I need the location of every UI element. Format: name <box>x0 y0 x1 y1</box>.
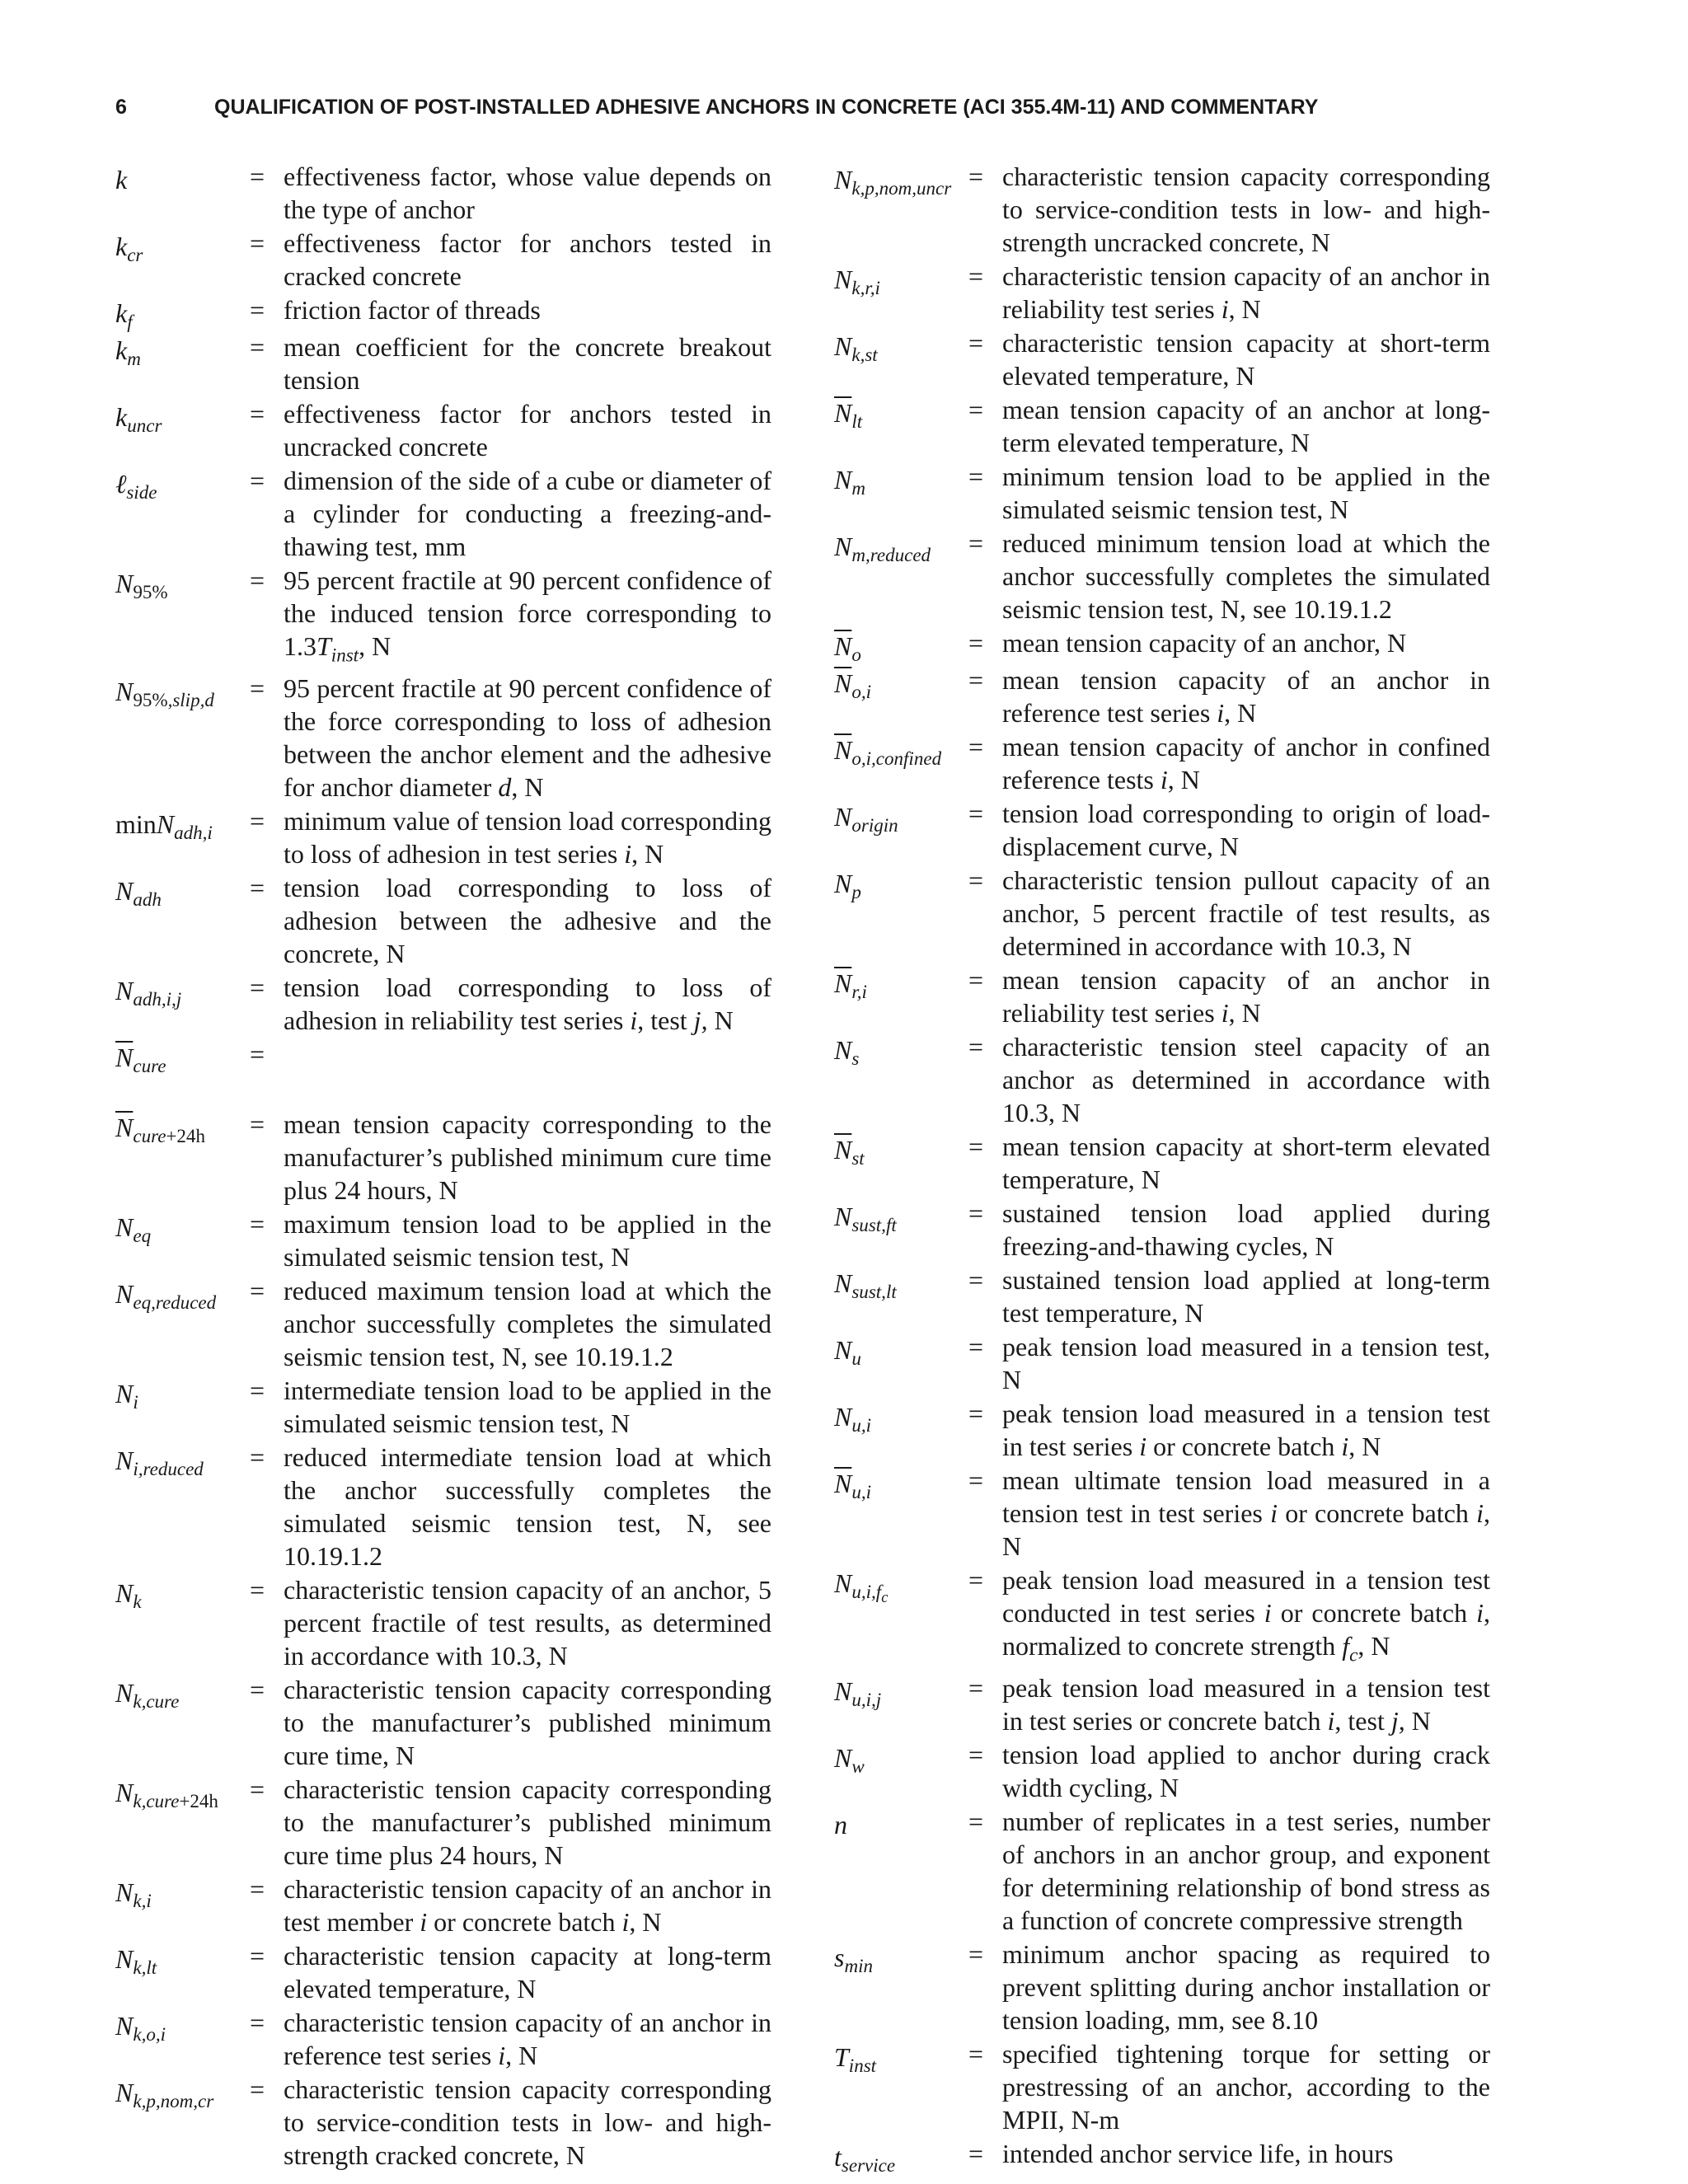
notation-definition: characteristic tension capacity corresponding to service-condition tests in low- and high-strength cracked concrete, N <box>284 2074 771 2171</box>
notation-symbol-nm-reduced: $N_{m,reduced}$ <box>834 532 931 565</box>
notation-entry <box>834 1330 1506 1396</box>
notation-symbol-smin: $s_{min}$ <box>834 1943 873 1977</box>
notation-entry <box>115 2073 787 2172</box>
equals-sign: = <box>249 466 265 495</box>
notation-entry <box>115 804 787 870</box>
notation-entry <box>834 260 1506 326</box>
notation-entry <box>115 397 787 463</box>
notation-entry <box>834 626 1506 663</box>
notation-entry <box>115 1872 787 1938</box>
equals-sign: = <box>249 1109 265 1140</box>
notation-definition: characteristic tension capacity at long-term elevated temperature, N <box>284 1941 771 2004</box>
equals-sign: = <box>968 732 984 762</box>
equals-sign: = <box>968 162 984 191</box>
equals-sign: = <box>968 1673 984 1704</box>
equals-sign: = <box>249 1774 265 1805</box>
notation-entry <box>834 797 1506 863</box>
notation-column-left <box>115 160 787 2172</box>
notation-symbol-norigin: $N_{origin}$ <box>834 802 898 836</box>
equals-sign: = <box>249 1209 265 1240</box>
notation-entry <box>115 1108 787 1207</box>
notation-entry <box>834 1397 1506 1463</box>
notation-symbol-no-i: $\overline{N}_{o,i}$ <box>834 668 872 702</box>
notation-symbol-ncure-24h: $\overline{N}_{cure+24h}$ <box>115 1113 205 1147</box>
notation-entry <box>115 2006 787 2072</box>
running-header <box>115 92 1574 122</box>
notation-symbol-nk-cure-24h: $N_{k,cure+24h}$ <box>115 1778 218 1812</box>
notation-symbol-nst: $\overline{N}_{st}$ <box>834 1135 865 1169</box>
notation-definition: mean tension capacity of an anchor, N <box>1002 628 1407 658</box>
equals-sign: = <box>249 332 265 362</box>
notation-definition: intermediate tension load to be applied in the simulated seismic tension test, N <box>284 1376 771 1439</box>
notation-entry <box>115 871 787 970</box>
notation-entry <box>115 160 787 226</box>
notation-definition: minimum tension load to be applied in the simulated seismic tension test, N <box>1002 462 1490 524</box>
notation-definition: mean tension capacity corresponding to the manufacturer’s published minimum cure time plus 24 hours, N <box>284 1109 771 1206</box>
notation-symbol-ni-reduced: $N_{i,reduced}$ <box>115 1446 204 1480</box>
notation-definition: peak tension load measured in a tension test in test series or concrete batch i, test j, N <box>1002 1673 1490 1736</box>
notation-entry <box>115 464 787 563</box>
notation-entry <box>115 1274 787 1373</box>
notation-symbol-nk-lt: $N_{k,lt}$ <box>115 1944 157 1979</box>
equals-sign: = <box>968 328 984 358</box>
notation-entry <box>834 460 1506 526</box>
notation-symbol-nu: $N_u$ <box>834 1335 861 1369</box>
notation-entry <box>834 1738 1506 1804</box>
notation-symbol-nk-p-nom-cr: $N_{k,p,nom,cr}$ <box>115 2078 214 2112</box>
notation-entry <box>834 393 1506 459</box>
notation-entry <box>834 1671 1506 1737</box>
notation-entry <box>834 1464 1506 1563</box>
notation-symbol-kf: $k_f$ <box>115 298 133 332</box>
notation-symbol-no-i-confined: $\overline{N}_{o,i,confined}$ <box>834 735 942 769</box>
notation-symbol-nk-r-i: $N_{k,r,i}$ <box>834 265 880 298</box>
equals-sign: = <box>968 665 984 695</box>
notation-symbol-neq: $N_{eq}$ <box>115 1212 152 1247</box>
notation-entry <box>115 672 787 804</box>
notation-entry <box>834 1030 1506 1129</box>
notation-definition: mean tension capacity of an anchor in reliability test series i, N <box>1002 965 1490 1028</box>
notation-entry <box>834 1263 1506 1329</box>
notation-definition: dimension of the side of a cube or diameter of a cylinder for conducting a freezing-and-thawing test, mm <box>284 466 771 561</box>
equals-sign: = <box>249 162 265 191</box>
notation-symbol-nr-i: $\overline{N}_{r,i}$ <box>834 968 867 1002</box>
notation-symbol-nu-i: $N_{u,i}$ <box>834 1402 872 1436</box>
notation-symbol-nu-i-j: $N_{u,i,j}$ <box>834 1676 882 1711</box>
notation-definition: effectiveness factor, whose value depends on the type of anchor <box>284 162 771 224</box>
notation-symbol-minnadh-i: minN$_{adh,i}$ <box>115 809 213 844</box>
equals-sign: = <box>968 1198 984 1228</box>
notation-entry <box>115 1939 787 2005</box>
notation-definition: sustained tension load applied during freezing-and-thawing cycles, N <box>1002 1198 1490 1261</box>
notation-definition: characteristic tension capacity of an anchor in reference test series i, N <box>284 2008 771 2071</box>
notation-column-right <box>834 160 1506 2177</box>
notation-entry <box>834 1130 1506 1196</box>
notation-definition: mean tension capacity of an anchor at long-term elevated temperature, N <box>1002 395 1490 457</box>
equals-sign: = <box>968 2139 984 2169</box>
equals-sign: = <box>968 462 984 491</box>
notation-definition: peak tension load measured in a tension test, N <box>1002 1332 1490 1394</box>
running-title: QUALIFICATION OF POST-INSTALLED ADHESIVE ANCHORS IN CONCRETE (ACI 355.4M-11) AND COMMENTARY <box>214 95 1319 119</box>
notation-symbol-side: ℓ$_{side}$ <box>115 469 157 503</box>
equals-sign: = <box>968 1807 984 1837</box>
notation-symbol-ncure: $\overline{N}_{cure}$ <box>115 1043 166 1077</box>
notation-entry <box>834 527 1506 626</box>
notation-symbol-ni: $N_i$ <box>115 1379 138 1413</box>
notation-definition: tension load corresponding to origin of load-displacement curve, N <box>1002 799 1490 861</box>
notation-entry <box>115 564 787 671</box>
equals-sign: = <box>968 1740 984 1770</box>
notation-definition: reduced minimum tension load at which the anchor successfully completes the simulated seismic tension test, N, see 10.19.1.2 <box>1002 528 1490 624</box>
notation-definition: effectiveness factor for anchors tested in uncracked concrete <box>284 399 771 462</box>
notation-entry <box>115 1374 787 1440</box>
notation-definition: characteristic tension capacity at short-term elevated temperature, N <box>1002 328 1490 391</box>
notation-symbol-nk-i: $N_{k,i}$ <box>115 1877 152 1912</box>
equals-sign: = <box>968 1132 984 1161</box>
notation-symbol-nk-st: $N_{k,st}$ <box>834 331 878 365</box>
equals-sign: = <box>968 528 984 558</box>
notation-symbol-nlt: $\overline{N}_{lt}$ <box>834 398 863 432</box>
notation-definition: friction factor of threads <box>284 295 541 325</box>
notation-definition: characteristic tension capacity of an anchor in test member i or concrete batch i, N <box>284 1874 771 1938</box>
notation-entry <box>115 1038 787 1077</box>
equals-sign: = <box>249 1675 265 1705</box>
notation-definition: mean tension capacity of anchor in confined reference tests i, N <box>1002 732 1490 794</box>
notation-entry <box>115 1573 787 1672</box>
notation-definition: reduced intermediate tension load at which the anchor successfully completes the simulated seismic tension test, N, see 10.19.1.2 <box>284 1442 771 1572</box>
notation-entry <box>834 663 1506 729</box>
notation-symbol-n95-slip-d: $N_{95\%,slip,d}$ <box>115 677 214 711</box>
notation-definition: tension load corresponding to loss of adhesion in reliability test series i, test j, N <box>284 972 771 1036</box>
notation-definition: number of replicates in a test series, number of anchors in an anchor group, and exponent for determining relationship of bond stress as a function of concrete compressive strength <box>1002 1807 1490 1936</box>
notation-definition: tension load corresponding to loss of adhesion between the adhesive and the concrete, N <box>284 873 771 969</box>
notation-entry <box>834 1805 1506 1937</box>
equals-sign: = <box>249 2008 265 2038</box>
equals-sign: = <box>249 1874 265 1905</box>
page-number: 6 <box>115 95 127 119</box>
notation-definition: characteristic tension steel capacity of an anchor as determined in accordance with 10.3, N <box>1002 1032 1490 1127</box>
equals-sign: = <box>249 972 265 1003</box>
notation-entry <box>834 1197 1506 1263</box>
notation-entry <box>834 1563 1506 1671</box>
equals-sign: = <box>249 1276 265 1306</box>
equals-sign: = <box>249 2074 265 2105</box>
notation-symbol-km: $k_m$ <box>115 335 141 369</box>
equals-sign: = <box>968 965 984 995</box>
notation-symbol-ns: $N_s$ <box>834 1035 860 1069</box>
notation-definition: characteristic tension capacity of an anchor in reliability test series i, N <box>1002 261 1490 324</box>
notation-symbol-nsust-lt: $N_{sust,lt}$ <box>834 1268 897 1302</box>
equals-sign: = <box>968 1565 984 1595</box>
notation-symbol-kuncr: $k_{uncr}$ <box>115 402 162 436</box>
notation-entry <box>834 2037 1506 2136</box>
notation-symbol-neq-reduced: $N_{eq,reduced}$ <box>115 1279 217 1314</box>
notation-symbol-nw: $N_w$ <box>834 1743 865 1778</box>
notation-definition: characteristic tension pullout capacity of an anchor, 5 percent fractile of test results, as determined in accordance with 10.3, N <box>1002 865 1490 961</box>
notation-entry <box>115 1773 787 1872</box>
notation-definition: 95 percent fractile at 90 percent confidence of the induced tension force corresponding to $1.3T_{inst}$, N <box>284 565 771 666</box>
notation-definition: mean ultimate tension load measured in a tension test in test series i or concrete batch i, N <box>1002 1465 1491 1561</box>
notation-symbol-nadh: $N_{adh}$ <box>115 876 162 911</box>
notation-entry <box>115 971 787 1037</box>
notation-entry <box>115 293 787 330</box>
notation-definition: effectiveness factor for anchors tested in cracked concrete <box>284 228 771 291</box>
notation-definition: 95 percent fractile at 90 percent confidence of the force corresponding to loss of adhesion between the anchor element and the adhesive for anchor diameter d, N <box>284 673 771 803</box>
notation-definition: peak tension load measured in a tension test conducted in test series i or concrete batch i, normalized to concrete strength $f_c$, N <box>1002 1565 1490 1666</box>
equals-sign: = <box>249 673 265 704</box>
notation-definition <box>284 1038 771 1071</box>
equals-sign: = <box>968 261 984 291</box>
equals-sign: = <box>249 1575 265 1605</box>
notation-entry <box>834 864 1506 963</box>
equals-sign: = <box>249 228 265 258</box>
notation-symbol-nu-i-mean: $\overline{N}_{u,i}$ <box>834 1469 872 1502</box>
notation-definition: sustained tension load applied at long-term test temperature, N <box>1002 1265 1490 1328</box>
notation-entry <box>834 160 1506 259</box>
equals-sign: = <box>249 565 265 595</box>
notation-definition: intended anchor service life, in hours <box>1002 2139 1394 2169</box>
notation-definition: characteristic tension capacity corresponding to service-condition tests in low- and high-strength uncracked concrete, N <box>1002 162 1490 257</box>
notation-symbol-nadh-i-j: $N_{adh,i,j}$ <box>115 976 182 1010</box>
notation-entry <box>115 1441 787 1572</box>
notation-symbol-tinst: $T_{inst}$ <box>834 2042 877 2077</box>
notation-entry <box>115 227 787 293</box>
equals-sign: = <box>968 865 984 895</box>
notation-symbol-kcr: $k_{cr}$ <box>115 232 143 265</box>
notation-symbol-nsust-ft: $N_{sust,ft}$ <box>834 1202 897 1235</box>
equals-sign: = <box>249 295 265 325</box>
notation-definition: minimum anchor spacing as required to prevent splitting during anchor installation or tension loading, mm, see 8.10 <box>1002 1939 1490 2036</box>
equals-sign: = <box>249 1039 265 1070</box>
notation-symbol-tservice: $t_{service}$ <box>834 2142 896 2177</box>
notation-symbol-np: $N_p$ <box>834 869 861 902</box>
notation-definition: maximum tension load to be applied in the simulated seismic tension test, N <box>284 1209 771 1272</box>
equals-sign: = <box>968 395 984 424</box>
equals-sign: = <box>249 1376 265 1406</box>
notation-definition: characteristic tension capacity of an anchor, 5 percent fractile of test results, as determined in accordance with 10.3, N <box>284 1575 771 1671</box>
notation-entry <box>115 1673 787 1772</box>
notation-symbol-nk-p-nom-uncr: $N_{k,p,nom,uncr}$ <box>834 165 952 199</box>
equals-sign: = <box>968 799 984 828</box>
notation-entry <box>834 963 1506 1029</box>
notation-definition: characteristic tension capacity corresponding to the manufacturer’s published minimum cure time, N <box>284 1675 771 1771</box>
equals-sign: = <box>968 1265 984 1295</box>
notation-symbol-nk-o-i: $N_{k,o,i}$ <box>115 2011 166 2046</box>
equals-sign: = <box>249 806 265 837</box>
equals-sign: = <box>968 1032 984 1062</box>
notation-definition: reduced maximum tension load at which the anchor successfully completes the simulated seismic tension test, N, see 10.19.1.2 <box>284 1276 771 1372</box>
notation-entry <box>834 730 1506 796</box>
notation-symbol-nk-cure: $N_{k,cure}$ <box>115 1678 180 1713</box>
equals-sign: = <box>249 873 265 903</box>
notation-definition: tension load applied to anchor during crack width cycling, N <box>1002 1740 1490 1803</box>
notation-definition: peak tension load measured in a tension test in test series i or concrete batch i, N <box>1002 1399 1490 1461</box>
equals-sign: = <box>249 1442 265 1473</box>
equals-sign: = <box>968 1332 984 1361</box>
notation-symbol-nu-i-fc: $N_{u,i,f_c}$ <box>834 1568 889 1605</box>
equals-sign: = <box>968 2039 984 2069</box>
equals-sign: = <box>968 1939 984 1970</box>
notation-symbol-no: $\overline{N}_o$ <box>834 631 861 665</box>
notation-entry <box>115 330 787 396</box>
equals-sign: = <box>968 628 984 658</box>
equals-sign: = <box>249 399 265 429</box>
notation-symbol-k: k <box>115 165 128 194</box>
notation-symbol-nm: $N_m$ <box>834 465 865 499</box>
notation-entry <box>115 1207 787 1273</box>
notation-definition: specified tightening torque for setting or prestressing of an anchor, according to the MPII, N-m <box>1002 2039 1490 2135</box>
notation-definition: minimum value of tension load corresponding to loss of adhesion in test series i, N <box>284 806 771 869</box>
notation-definition: mean tension capacity of an anchor in reference test series i, N <box>1002 665 1490 728</box>
equals-sign: = <box>968 1465 984 1495</box>
equals-sign: = <box>249 1941 265 1971</box>
notation-entry <box>834 326 1506 392</box>
notation-definition: mean tension capacity at short-term elevated temperature, N <box>1002 1132 1490 1194</box>
notation-entry <box>834 2137 1506 2177</box>
equals-sign: = <box>968 1399 984 1428</box>
notation-definition: characteristic tension capacity corresponding to the manufacturer’s published minimum cure time plus 24 hours, N <box>284 1774 771 1871</box>
notation-symbol-n95: $N_{95\%}$ <box>115 569 168 602</box>
notation-definition: mean coefficient for the concrete breakout tension <box>284 332 771 395</box>
notation-entry <box>834 1938 1506 2036</box>
notation-symbol-n: n <box>834 1810 847 1840</box>
notation-symbol-nk: $N_k$ <box>115 1578 142 1613</box>
